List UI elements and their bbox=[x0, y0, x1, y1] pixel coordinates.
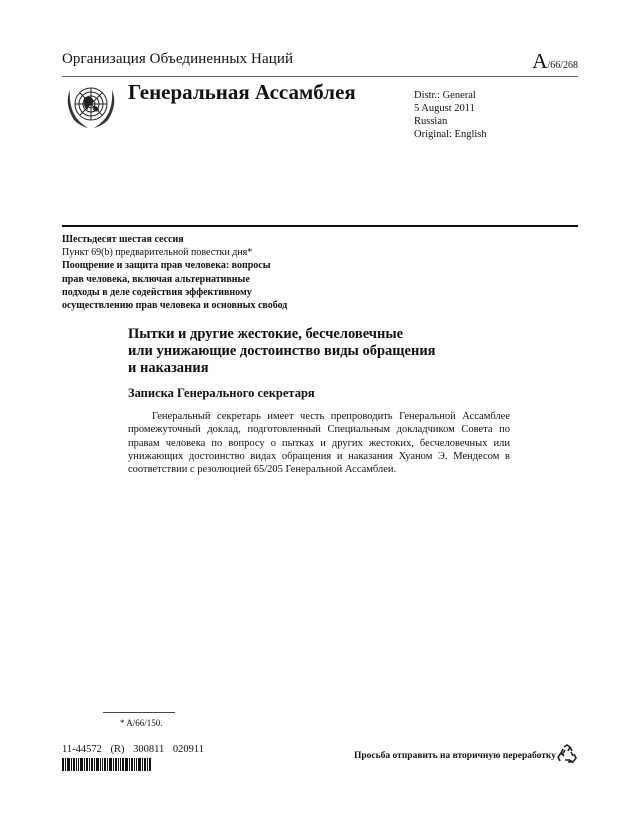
note-subtitle: Записка Генерального секретаря bbox=[128, 386, 315, 400]
title-line: и наказания bbox=[128, 360, 209, 376]
section-rule bbox=[62, 225, 578, 227]
distr-status: Distr.: General bbox=[414, 90, 476, 101]
agenda-topic-line: подходы в деле содействия эффективному bbox=[62, 286, 252, 298]
recycle-icon bbox=[556, 743, 578, 765]
agenda-block bbox=[62, 233, 362, 312]
agenda-item: Пункт 69(b) предварительной повестки дня* bbox=[62, 247, 253, 259]
distr-original: Original: English bbox=[414, 129, 487, 140]
document-symbol bbox=[532, 49, 578, 74]
agenda-topic-line: Поощрение и защита прав человека: вопросы bbox=[62, 260, 271, 272]
title-line: Пытки и другие жестокие, бесчеловечные bbox=[128, 326, 404, 342]
organization-name: Организация Объединенных Наций bbox=[62, 51, 294, 67]
symbol-number: /66/268 bbox=[547, 60, 578, 71]
session-name: Шестьдесят шестая сессия bbox=[62, 234, 184, 245]
title-line: или унижающие достоинство виды обращения bbox=[128, 343, 436, 359]
agenda-topic-line: прав человека, включая альтернативные bbox=[62, 273, 250, 285]
document-title bbox=[128, 326, 508, 377]
distr-date: 5 August 2011 bbox=[414, 103, 475, 114]
symbol-letter: A bbox=[532, 49, 548, 73]
un-emblem-icon bbox=[62, 80, 120, 130]
distr-language: Russian bbox=[414, 116, 448, 127]
header-rule bbox=[62, 76, 578, 77]
job-number: 11-44572 (R) 300811 020911 bbox=[62, 744, 204, 755]
footnote-rule bbox=[103, 712, 175, 713]
barcode-icon bbox=[62, 758, 170, 771]
footnote: * A/66/150. bbox=[120, 718, 163, 728]
agenda-topic-line: осуществлению прав человека и основных свобод bbox=[62, 300, 288, 312]
body-paragraph: Генеральный секретарь имеет честь препроводить Генеральной Ассамблее промежуточный доклад, подготовленный Специальным докладчиком Совета по правам человека по вопросу о пытках и других жестоких, бесчеловечных или унижающих достоинство видах обращения и наказания Хуаном Э. Мендесом в соответствии с резолюцией 65/205 Генеральной Ассамблеи. bbox=[128, 411, 510, 476]
body-title: Генеральная Ассамблея bbox=[128, 80, 356, 104]
distribution-info bbox=[414, 89, 487, 141]
recycle-notice: Просьба отправить на вторичную переработку bbox=[354, 751, 556, 761]
